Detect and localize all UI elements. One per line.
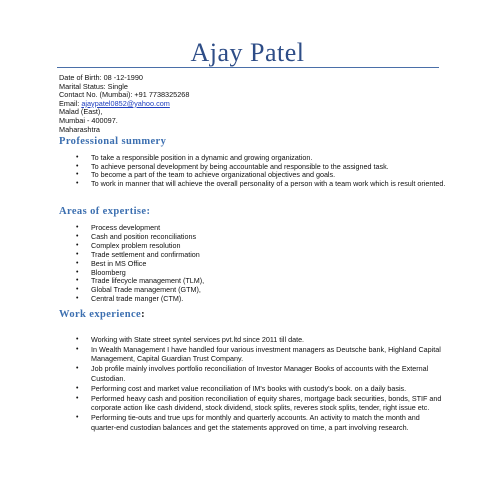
list-item: • Performing cost and market value reconciliation of IM's books with custody's book. on a daily basis.	[76, 384, 444, 393]
list-item: • Process development	[76, 224, 376, 233]
list-item: • To work in manner that will achieve the overall personality of a person with a team work which is result oriented.	[76, 180, 446, 189]
summary-list	[76, 154, 446, 189]
email-link[interactable]: ajaypatel0852@yahoo.com	[81, 98, 170, 108]
list-item: • To achieve personal development by being accountable and responsible to the assigned task.	[76, 163, 446, 172]
list-item: • Cash and position reconciliations	[76, 233, 376, 242]
experience-heading-text: Work experience	[59, 309, 142, 320]
expertise-list	[76, 224, 376, 304]
summary-heading: Professional summery	[59, 136, 167, 147]
experience-heading	[59, 309, 145, 320]
header-divider	[57, 67, 439, 68]
marital-status: Marital Status: Single	[59, 81, 128, 91]
resume-name: Ajay Patel	[190, 38, 305, 67]
list-item: • Bloomberg	[76, 269, 376, 278]
list-item: • Global Trade management (GTM),	[76, 286, 376, 295]
list-item: • Performing tie-outs and true ups for monthly and quarterly accounts. An activity to match the month and quarter-end custodian balances and get the statements approved on time, a part involving research.	[76, 413, 444, 432]
address-line-2: Mumbai - 400097.	[59, 115, 118, 125]
list-item: • Best in MS Office	[76, 260, 376, 269]
address-line-3: Maharashtra	[59, 124, 100, 134]
address-line-1: Malad (East),	[59, 107, 103, 117]
date-of-birth: Date of Birth: 08 -12-1990	[59, 73, 143, 82]
contact-block	[59, 74, 189, 134]
contact-number: Contact No. (Mumbai): +91 7738325268	[59, 90, 190, 100]
list-item: • Central trade manger (CTM).	[76, 295, 376, 304]
experience-list	[76, 335, 444, 433]
list-item: • In Wealth Management I have handled four various investment managers as Deutsche bank, Highland Capital Management, Capital Guardian Trust Company.	[76, 345, 444, 364]
list-item: • To become a part of the team to achieve organizational objectives and goals.	[76, 171, 446, 180]
list-item: • To take a responsible position in a dynamic and growing organization.	[76, 154, 446, 163]
expertise-heading: Areas of expertise:	[59, 206, 151, 217]
list-item: • Trade lifecycle management (TLM),	[76, 277, 376, 286]
experience-heading-colon: :	[141, 309, 146, 320]
list-item: • Complex problem resolution	[76, 242, 376, 251]
email-label: Email:	[59, 98, 82, 108]
list-item: • Performed heavy cash and position reconciliation of equity shares, mortgage back securities, bonds, STIF and corporate action like cash dividend, stock dividend, stock splits, reveres stock splits, tender, right issue etc.	[76, 394, 444, 413]
list-item: • Working with State street syntel services pvt.ltd since 2011 till date.	[76, 335, 444, 344]
list-item: • Job profile mainly involves portfolio reconciliation of Investor Manager Books of accounts with the External Custodian.	[76, 364, 444, 383]
list-item: • Trade settlement and confirmation	[76, 251, 376, 260]
